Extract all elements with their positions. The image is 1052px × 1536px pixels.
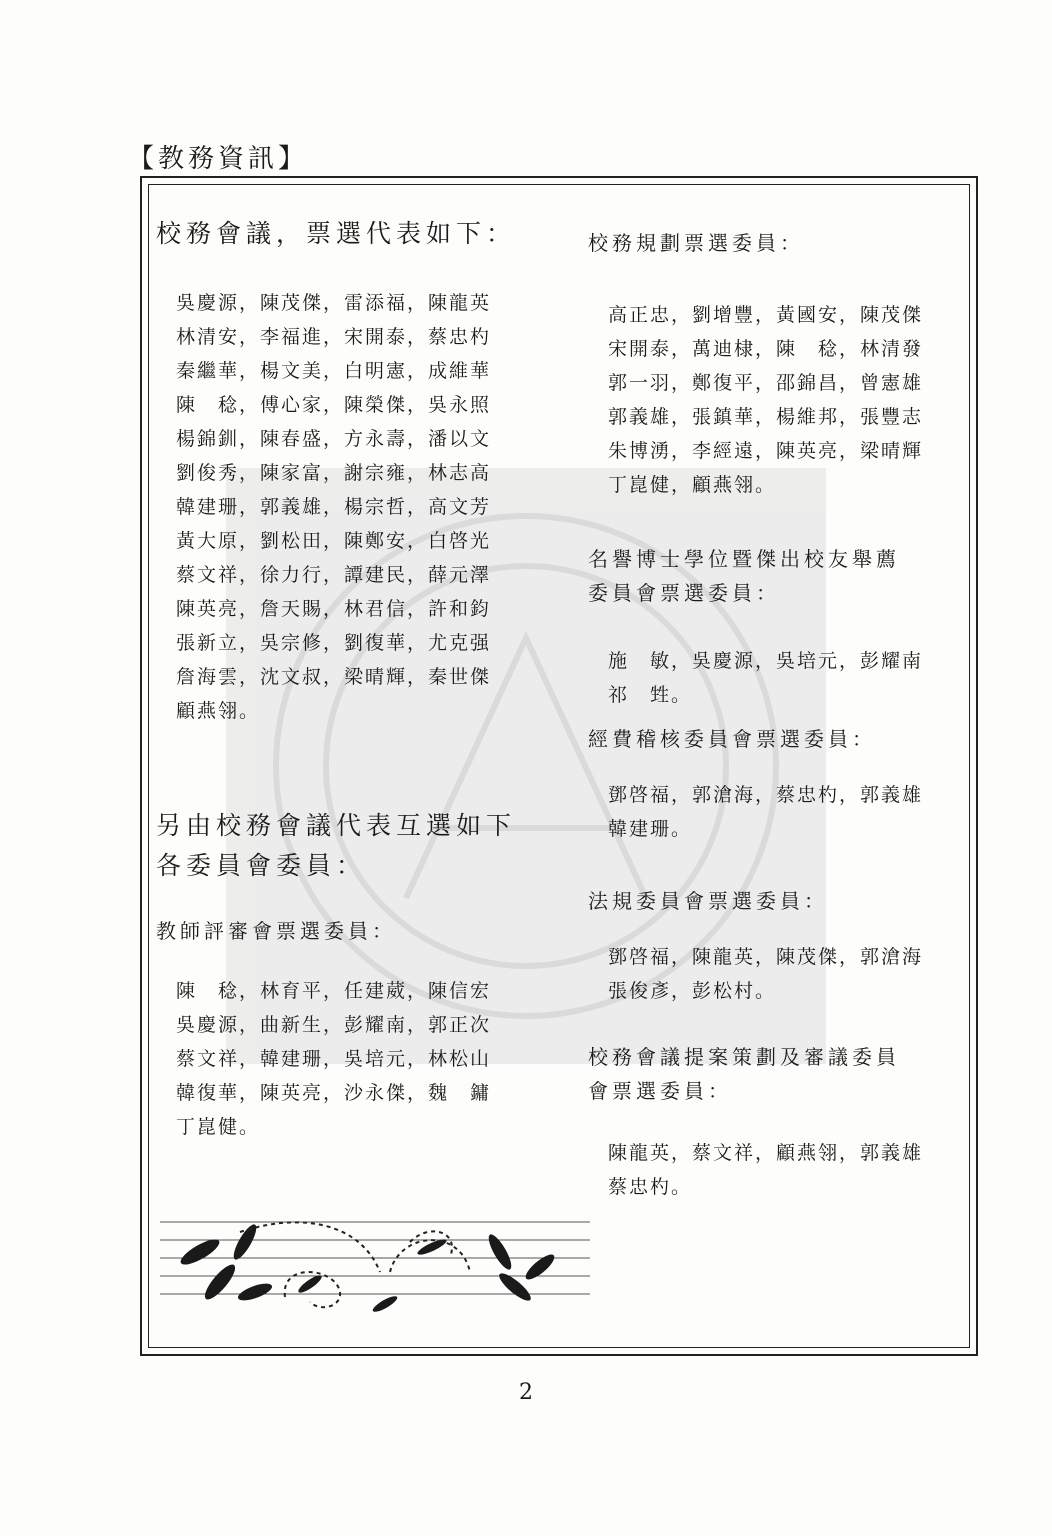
name-row: 丁崑健。	[176, 1116, 261, 1138]
name-row: 陳 稔，傅心家，陳榮傑，吳永照	[176, 394, 492, 416]
left-column	[156, 214, 546, 1144]
planning-committee-list	[588, 298, 968, 502]
name-row: 韓建珊，郭義雄，楊宗哲，高文芳	[176, 496, 492, 518]
name-row: 韓復華，陳英亮，沙永傑，魏 鏞	[176, 1082, 492, 1104]
name-row: 吳慶源，陳茂傑，雷添福，陳龍英	[176, 292, 492, 314]
teacher-review-list	[156, 974, 546, 1144]
name-row: 施 敏，吳慶源，吳培元，彭耀南	[608, 650, 924, 672]
proposal-committee-title-line: 校務會議提案策劃及審議委員	[588, 1045, 900, 1069]
leaf-staff-decoration	[160, 1212, 600, 1322]
committee-election-title-line: 各委員會委員：	[156, 851, 367, 880]
planning-committee-title: 校務規劃票選委員：	[588, 231, 804, 255]
name-row: 鄧啓福，郭滄海，蔡忠杓，郭義雄	[608, 784, 924, 806]
name-row: 顧燕翎。	[176, 700, 261, 722]
name-row: 祁 甡。	[608, 684, 693, 706]
name-row: 陳英亮，詹天賜，林君信，許和鈞	[176, 598, 492, 620]
name-row: 鄧啓福，陳龍英，陳茂傑，郭滄海	[608, 946, 924, 968]
honorary-committee-title	[588, 542, 968, 610]
name-row: 秦繼華，楊文美，白明憲，成維華	[176, 360, 492, 382]
council-representatives-title: 校務會議，票選代表如下：	[156, 219, 517, 248]
teacher-review-title: 教師評審會票選委員：	[156, 919, 396, 943]
name-row: 陳龍英，蔡文祥，顧燕翎，郭義雄	[608, 1142, 924, 1164]
proposal-committee-title-line: 會票選委員：	[588, 1079, 732, 1103]
name-row: 楊錦釧，陳春盛，方永壽，潘以文	[176, 428, 492, 450]
regulation-committee-list	[588, 940, 968, 1008]
name-row: 韓建珊。	[608, 818, 693, 840]
name-row: 高正忠，劉增豐，黃國安，陳茂傑	[608, 304, 924, 326]
council-representatives-list	[156, 286, 546, 728]
name-row: 蔡文祥，徐力行，譚建民，薛元澤	[176, 564, 492, 586]
committee-election-title	[156, 806, 546, 886]
honorary-committee-title-line: 委員會票選委員：	[588, 581, 780, 605]
right-column	[588, 226, 968, 1204]
name-row: 丁崑健，顧燕翎。	[608, 474, 777, 496]
name-row: 詹海雲，沈文叔，梁晴輝，秦世傑	[176, 666, 492, 688]
name-row: 宋開泰，萬迪棣，陳 稔，林清發	[608, 338, 924, 360]
page-number: 2	[519, 1380, 533, 1405]
honorary-committee-list	[588, 644, 968, 712]
name-row: 張俊彥，彭松村。	[608, 980, 777, 1002]
name-row: 黃大原，劉松田，陳鄭安，白啓光	[176, 530, 492, 552]
honorary-committee-title-line: 名譽博士學位暨傑出校友舉薦	[588, 547, 900, 571]
name-row: 陳 稔，林育平，任建葳，陳信宏	[176, 980, 492, 1002]
name-row: 劉俊秀，陳家富，謝宗雍，林志高	[176, 462, 492, 484]
name-row: 朱博湧，李經遠，陳英亮，梁晴輝	[608, 440, 924, 462]
name-row: 蔡忠杓。	[608, 1176, 693, 1198]
committee-election-title-line: 另由校務會議代表互選如下	[156, 811, 517, 840]
proposal-committee-list	[588, 1136, 968, 1204]
regulation-committee-title: 法規委員會票選委員：	[588, 889, 828, 913]
audit-committee-list	[588, 778, 968, 846]
section-tag: 【教務資訊】	[128, 144, 309, 174]
name-row: 林清安，李福進，宋開泰，蔡忠杓	[176, 326, 492, 348]
name-row: 吳慶源，曲新生，彭耀南，郭正次	[176, 1014, 492, 1036]
name-row: 郭一羽，鄭復平，邵錦昌，曾憲雄	[608, 372, 924, 394]
name-row: 張新立，吳宗修，劉復華，尤克强	[176, 632, 492, 654]
audit-committee-title: 經費稽核委員會票選委員：	[588, 727, 876, 751]
name-row: 郭義雄，張鎮華，楊維邦，張豐志	[608, 406, 924, 428]
proposal-committee-title	[588, 1040, 968, 1108]
name-row: 蔡文祥，韓建珊，吳培元，林松山	[176, 1048, 492, 1070]
